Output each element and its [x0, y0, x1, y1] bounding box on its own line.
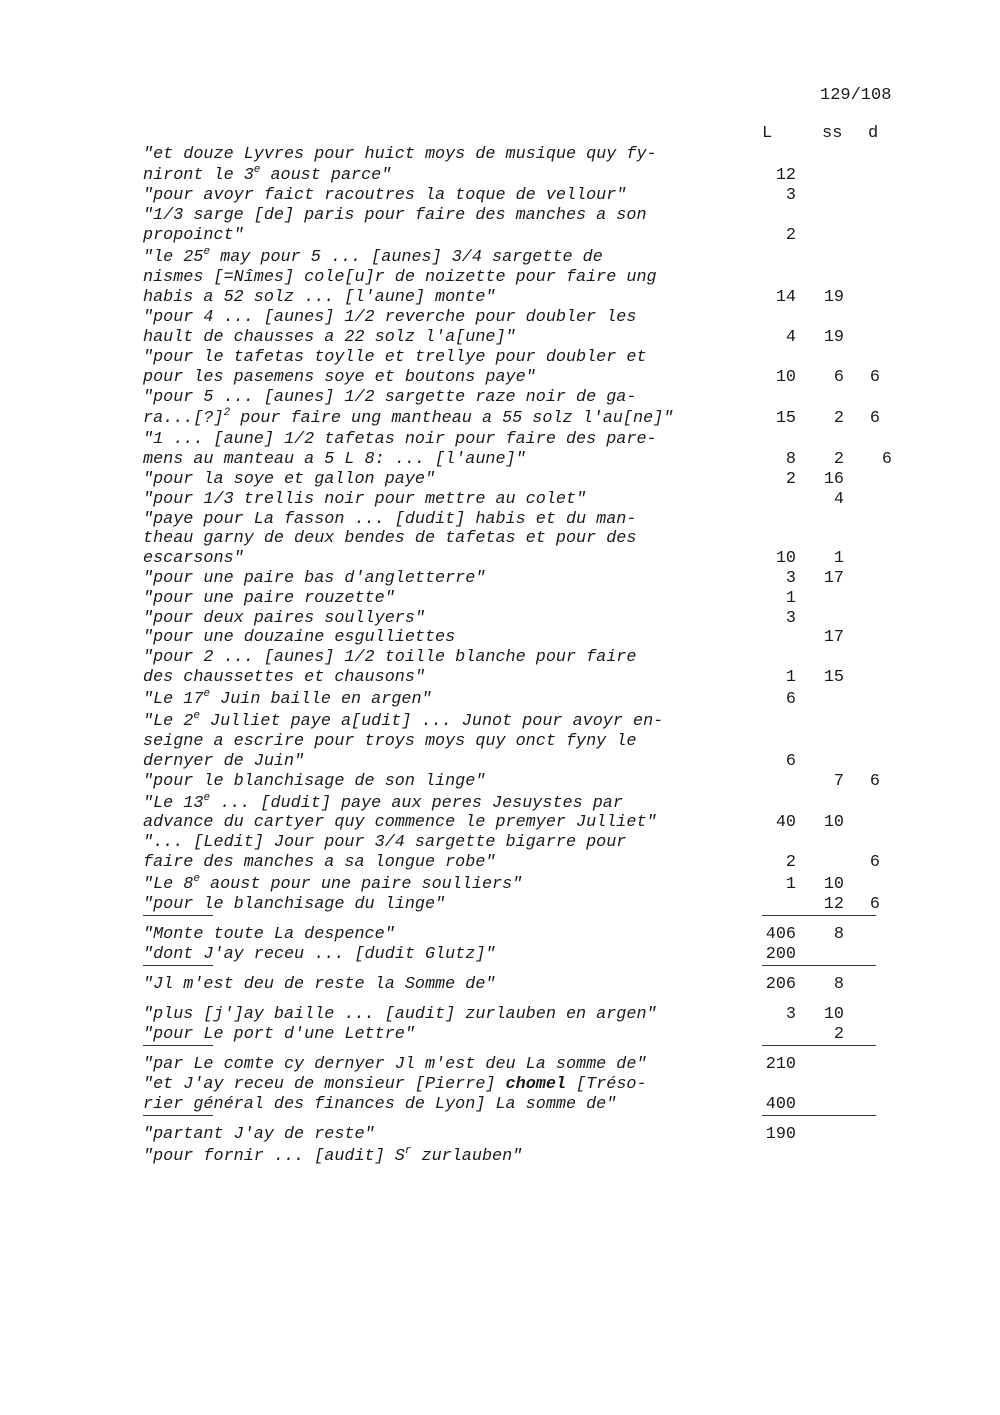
- entry-line: "Le 2e Julliet paye a[udit] ... Junot pour avoyr en-: [143, 710, 664, 731]
- received-line: rier général des finances de Lyon] La somme de": [143, 1095, 617, 1114]
- sum-rule: [762, 1115, 876, 1116]
- amount-livres: 4: [785, 328, 796, 347]
- entry-line: habis a 52 solz ... [l'aune] monte": [143, 288, 496, 307]
- amount-livres: 10: [775, 368, 796, 387]
- entry-line: escarsons": [143, 549, 244, 568]
- amount-sous: 10: [823, 875, 844, 894]
- amount-sous: 16: [823, 470, 844, 489]
- entry-line: des chaussettes et chausons": [143, 668, 425, 687]
- entry-line: "paye pour La fasson ... [dudit] habis et du man-: [143, 510, 637, 529]
- entry-line: "pour une paire rouzette": [143, 589, 395, 608]
- amount-livres: 40: [775, 813, 796, 832]
- amount-sous: 2: [833, 1025, 844, 1044]
- amount-sous: 10: [823, 1005, 844, 1024]
- left-rule: [143, 915, 213, 916]
- amount-livres: 6: [785, 690, 796, 709]
- entry-line: "pour avoyr faict racoutres la toque de vellour": [143, 186, 627, 205]
- entry-line: "pour le blanchisage du linge": [143, 895, 446, 914]
- amount-sous: 7: [833, 772, 844, 791]
- amount-livres: 210: [765, 1055, 796, 1074]
- sum-rule: [762, 965, 876, 966]
- entry-line: pour les pasemens soye et boutons paye": [143, 368, 536, 387]
- sum-rule: [762, 1045, 876, 1046]
- sum-rule: [762, 915, 876, 916]
- amount-deniers: 6: [869, 895, 880, 914]
- entry-line: propoinct": [143, 226, 244, 245]
- entry-line: "plus [j']ay baille ... [audit] zurlauben en argen": [143, 1005, 657, 1024]
- amount-livres: 3: [785, 186, 796, 205]
- amount-livres: 406: [765, 925, 796, 944]
- entry-line: "le 25e may pour 5 ... [aunes] 3/4 sargette de: [143, 246, 603, 267]
- entry-line: "pour une paire bas d'angletterre": [143, 569, 486, 588]
- amount-sous: 1: [833, 549, 844, 568]
- amount-livres: 400: [765, 1095, 796, 1114]
- amount-livres: 2: [785, 853, 796, 872]
- amount-livres: 1: [785, 875, 796, 894]
- amount-sous: 17: [823, 628, 844, 647]
- entry-line: "1/3 sarge [de] paris pour faire des manches a son: [143, 206, 647, 225]
- left-rule: [143, 1045, 213, 1046]
- amount-livres: 3: [785, 1005, 796, 1024]
- entry-line: "pour 1/3 trellis noir pour mettre au colet": [143, 490, 587, 509]
- entry-line: faire des manches a sa longue robe": [143, 853, 496, 872]
- entry-line: hault de chausses a 22 solz l'a[une]": [143, 328, 516, 347]
- amount-livres: 3: [785, 569, 796, 588]
- entry-line: "et douze Lyvres pour huict moys de musique quy fy-: [143, 145, 657, 164]
- amount-sous: 15: [823, 668, 844, 687]
- total-line: "Monte toute La despence": [143, 925, 395, 944]
- amount-livres: 1: [785, 668, 796, 687]
- amount-livres: 15: [775, 409, 796, 428]
- remainder-line: "partant J'ay de reste": [143, 1125, 375, 1144]
- entry-line: "pour Le port d'une Lettre": [143, 1025, 415, 1044]
- entry-line: "pour la soye et gallon paye": [143, 470, 436, 489]
- entry-line: seigne a escrire pour troys moys quy onct fyny le: [143, 732, 637, 751]
- amount-sous: 8: [833, 925, 844, 944]
- entry-line: "pour le blanchisage de son linge": [143, 772, 486, 791]
- left-rule: [143, 965, 213, 966]
- entry-line: "1 ... [aune] 1/2 tafetas noir pour faire des pare-: [143, 430, 657, 449]
- amount-deniers: 6: [881, 450, 892, 469]
- amount-deniers: 6: [869, 853, 880, 872]
- balance-line: "par Le comte cy dernyer Jl m'est deu La somme de": [143, 1055, 647, 1074]
- amount-sous: 19: [823, 288, 844, 307]
- balance-line: "Jl m'est deu de reste la Somme de": [143, 975, 496, 994]
- received-line: "et J'ay receu de monsieur [Pierre] chomel [Tréso-: [143, 1075, 647, 1094]
- entry-line: "pour une douzaine esgulliettes: [143, 628, 456, 647]
- entry-line: "pour le tafetas toylle et trellye pour doubler et: [143, 348, 647, 367]
- entry-line: niront le 3e aoust parce": [143, 164, 392, 185]
- amount-sous: 2: [833, 409, 844, 428]
- amount-livres: 200: [765, 945, 796, 964]
- column-header-livres: L: [762, 124, 773, 143]
- entry-line: "Le 13e ... [dudit] paye aux peres Jesuystes par: [143, 792, 623, 813]
- entry-line: "pour deux paires soullyers": [143, 609, 425, 628]
- amount-sous: 6: [833, 368, 844, 387]
- entry-line: "Le 17e Juin baille en argen": [143, 688, 432, 709]
- entry-line: mens au manteau a 5 L 8: ... [l'aune]": [143, 450, 526, 469]
- amount-livres: 3: [785, 609, 796, 628]
- column-header-sous: ss: [822, 124, 843, 143]
- amount-livres: 12: [775, 166, 796, 185]
- amount-livres: 190: [765, 1125, 796, 1144]
- amount-livres: 2: [785, 226, 796, 245]
- amount-livres: 206: [765, 975, 796, 994]
- amount-sous: 8: [833, 975, 844, 994]
- amount-sous: 12: [823, 895, 844, 914]
- page-number: 129/108: [820, 86, 892, 105]
- amount-deniers: 6: [869, 368, 880, 387]
- entry-line: ra...[?]$^2$ pour faire ung mantheau a 55 solz l'au[ne]": [143, 407, 674, 428]
- column-header-deniers: d: [868, 124, 879, 143]
- entry-line: "pour 4 ... [aunes] 1/2 reverche pour doubler les: [143, 308, 637, 327]
- amount-livres: 10: [775, 549, 796, 568]
- amount-livres: 8: [785, 450, 796, 469]
- amount-sous: 17: [823, 569, 844, 588]
- entry-line: theau garny de deux bendes de tafetas et pour des: [143, 529, 637, 548]
- amount-livres: 14: [775, 288, 796, 307]
- amount-sous: 4: [833, 490, 844, 509]
- entry-line: nismes [=Nîmes] cole[u]r de noizette pour faire ung: [143, 268, 657, 287]
- amount-sous: 10: [823, 813, 844, 832]
- amount-deniers: 6: [869, 409, 880, 428]
- amount-sous: 19: [823, 328, 844, 347]
- entry-line: "Le 8e aoust pour une paire soulliers": [143, 873, 523, 894]
- amount-livres: 2: [785, 470, 796, 489]
- amount-sous: 2: [833, 450, 844, 469]
- entry-line: "... [Ledit] Jour pour 3/4 sargette bigarre pour: [143, 833, 627, 852]
- amount-deniers: 6: [869, 772, 880, 791]
- entry-line: dernyer de Juin": [143, 752, 305, 771]
- entry-line: "pour fornir ... [audit] $S^r$ zurlauben": [143, 1145, 523, 1166]
- left-rule: [143, 1115, 213, 1116]
- entry-line: advance du cartyer quy commence le premyer Julliet": [143, 813, 657, 832]
- amount-livres: 1: [785, 589, 796, 608]
- entry-line: "pour 5 ... [aunes] 1/2 sargette raze noir de ga-: [143, 388, 637, 407]
- received-line: "dont J'ay receu ... [dudit Glutz]": [143, 945, 496, 964]
- entry-line: "pour 2 ... [aunes] 1/2 toille blanche pour faire: [143, 648, 637, 667]
- amount-livres: 6: [785, 752, 796, 771]
